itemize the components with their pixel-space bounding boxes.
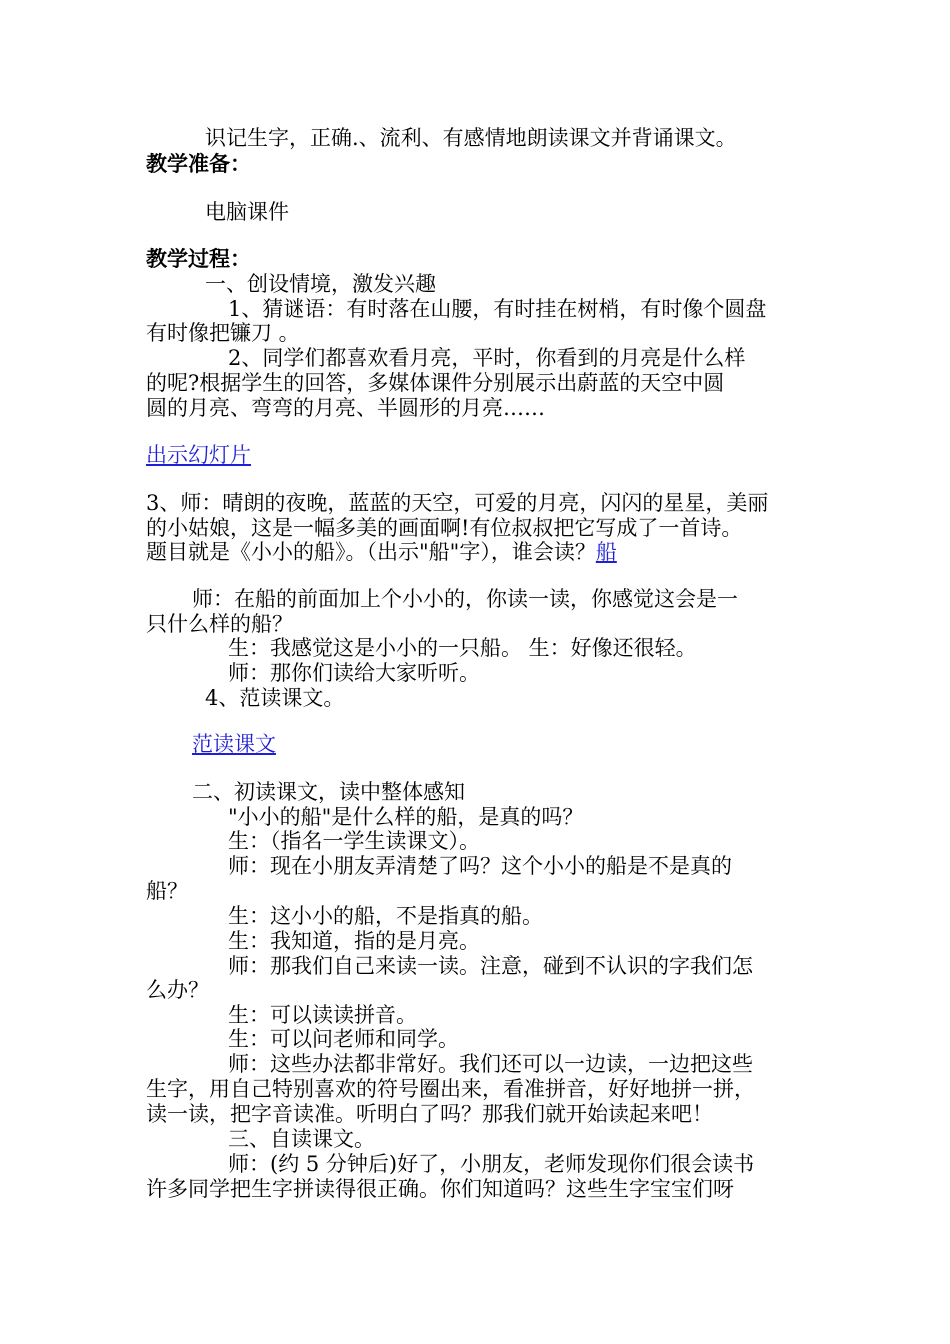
dialogue-line: 生字，用自己特别喜欢的符号圈出来，看准拼音，好好地拼一拼， [146,1077,755,1101]
dialogue-line: 师：那你们读给大家听听。 [228,661,480,685]
step-four-line: 4、范读课文。 [205,686,345,710]
boat-character-link[interactable]: 船 [595,540,617,564]
dialogue-line: 船？ [146,879,188,903]
dialogue-line: 么办？ [146,978,209,1002]
model-reading-link[interactable]: 范读课文 [192,732,276,756]
paragraph-line: 师：在船的前面加上个小小的，你读一读，你感觉这会是一 [192,587,738,611]
show-slides-link[interactable]: 出示幻灯片 [146,443,251,467]
paragraph-line: 的呢?根据学生的回答，多媒体课件分别展示出蔚蓝的天空中圆 [146,371,725,395]
preparation-text: 电脑课件 [205,200,289,224]
dialogue-line: 师：这些办法都非常好。我们还可以一边读，一边把这些 [228,1052,753,1076]
paragraph-line: 圆的月亮、弯弯的月亮、半圆形的月亮…… [146,396,545,420]
dialogue-line: 读一读，把字音读准。听明白了吗？那我们就开始读起来吧！ [146,1102,713,1126]
dialogue-line: "小小的船"是什么样的船，是真的吗？ [228,805,584,829]
paragraph-line: 只什么样的船？ [146,612,293,636]
paragraph-line: 3、师：晴朗的夜晚，蓝蓝的天空，可爱的月亮，闪闪的星星，美丽 [146,491,769,515]
dialogue-line: 许多同学把生字拼读得很正确。你们知道吗？这些生字宝宝们呀 [146,1177,734,1201]
dialogue-line: 生：这小小的船，不是指真的船。 [228,904,543,928]
heading-teaching-preparation: 教学准备： [146,152,251,176]
dialogue-line: 生：（指名一学生读课文）。 [228,829,480,853]
dialogue-line: 生：我感觉这是小小的一只船。 生：好像还很轻。 [228,636,697,660]
paragraph-line: 1、猜谜语：有时落在山腰，有时挂在树梢，有时像个圆盘 [228,297,767,321]
section-two-title: 二、初读课文，读中整体感知 [192,780,465,804]
paragraph-text: 题目就是《小小的船》。（出示"船"字），谁会读？ [146,540,596,564]
dialogue-line: 师：现在小朋友弄清楚了吗？这个小小的船是不是真的 [228,854,732,878]
paragraph-line: 有时像把镰刀 。 [146,321,300,345]
paragraph-line: 2、同学们都喜欢看月亮，平时，你看到的月亮是什么样 [228,346,746,370]
paragraph-line: 的小姑娘，这是一幅多美的画面啊!有位叔叔把它写成了一首诗。 [146,516,743,540]
dialogue-line: 生：我知道，指的是月亮。 [228,929,480,953]
section-one-title: 一、创设情境，激发兴趣 [205,272,436,296]
dialogue-line: 生：可以问老师和同学。 [228,1027,459,1051]
heading-teaching-process: 教学过程： [146,247,251,271]
objective-line: 识记生字，正确.、流利、有感情地朗读课文并背诵课文。 [205,126,737,150]
dialogue-line: 师：那我们自己来读一读。注意，碰到不认识的字我们怎 [228,954,753,978]
section-three-title: 三、自读课文。 [228,1127,375,1151]
dialogue-line: 生：可以读读拼音。 [228,1003,417,1027]
dialogue-line: 师：(约 5 分钟后)好了，小朋友，老师发现你们很会读书 [228,1152,755,1176]
paragraph-line [146,540,617,564]
